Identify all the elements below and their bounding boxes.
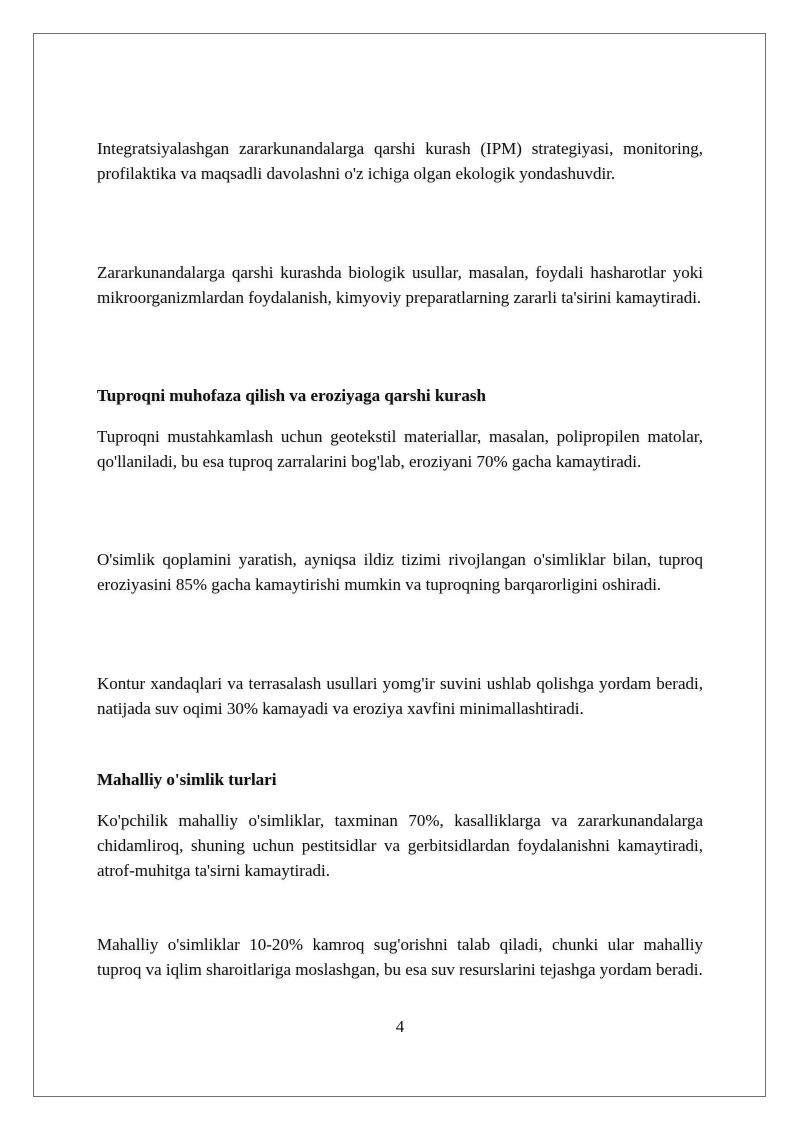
paragraph-geotextile: Tuproqni mustahkamlash uchun geotekstil materiallar, masalan, polipropilen matolar, qo'llaniladi, bu esa tuproq zarralarini bog'lab, eroziyani 70% gacha kamaytiradi.	[97, 427, 703, 471]
paragraph-contour-trenches: Kontur xandaqlari va terrasalash usullari yomg'ir suvini ushlab qolishga yordam beradi, natijada suv oqimi 30% kamayadi va eroziya xavfini minimallashtiradi.	[97, 674, 703, 718]
page-number: 4	[395, 1017, 405, 1036]
paragraph-water-saving: Mahalliy o'simliklar 10-20% kamroq sug'orishni talab qiladi, chunki ular mahalliy tuproq va iqlim sharoitlariga moslashgan, bu esa suv resurslarini tejashga yordam beradi.	[97, 935, 703, 979]
paragraph-biological-methods: Zararkunandalarga qarshi kurashda biologik usullar, masalan, foydali hasharotlar yoki mikroorganizmlardan foydalanish, kimyoviy preparatlarning zararli ta'sirini kamaytiradi.	[97, 263, 703, 307]
section-heading-soil-protection: Tuproqni muhofaza qilish va eroziyaga qarshi kurash	[97, 386, 486, 405]
paragraph-plant-cover: O'simlik qoplamini yaratish, ayniqsa ildiz tizimi rivojlangan o'simliklar bilan, tuproq eroziyasini 85% gacha kamaytirishi mumkin va tuproqning barqarorligini oshiradi.	[97, 550, 703, 594]
section-heading-native-plants: Mahalliy o'simlik turlari	[97, 770, 277, 789]
paragraph-ipm: Integratsiyalashgan zararkunandalarga qarshi kurash (IPM) strategiyasi, monitoring, profilaktika va maqsadli davolashni o'z ichiga olgan ekologik yondashuvdir.	[97, 139, 703, 183]
paragraph-disease-resistance: Ko'pchilik mahalliy o'simliklar, taxminan 70%, kasalliklarga va zararkunandalarga chidamliroq, shuning uchun pestitsidlar va gerbitsidlardan foydalanishni kamaytiradi, atrof-muhitga ta'sirni kamaytiradi.	[97, 811, 703, 880]
